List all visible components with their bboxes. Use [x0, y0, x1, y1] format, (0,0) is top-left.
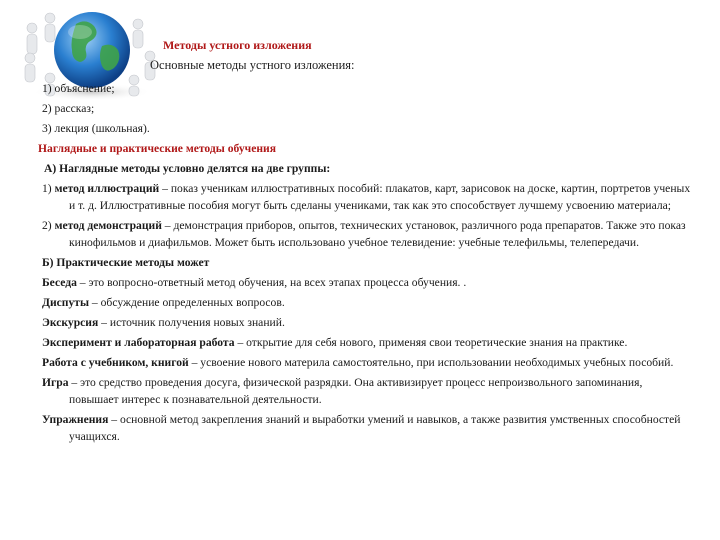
item-term: Экскурсия: [42, 316, 99, 329]
item-term: метод иллюстраций: [54, 182, 160, 195]
item-text: – источник получения новых знаний.: [98, 316, 285, 329]
practical-method-item: [42, 334, 692, 351]
item-term: метод демонстраций: [54, 219, 162, 232]
visual-method-item: [42, 217, 692, 251]
oral-method-item: 3) лекция (школьная).: [42, 122, 150, 135]
item-text: – демонстрация приборов, опытов, технических установок, различного рода препаратов. Также это показ кинофильмов и диафильмов. Может быть использовано учебное телевидение: учебные телефильмы, телепередачи.: [69, 219, 686, 249]
practical-method-item: [42, 274, 692, 291]
oral-method-item: 1) объяснение;: [42, 82, 115, 95]
slide-content: [38, 80, 692, 448]
visual-method-item: [42, 180, 692, 214]
section-heading-practical: Б) Практические методы может: [42, 256, 210, 269]
item-text: – открытие для себя нового, применяя свои теоретические знания на практике.: [234, 336, 628, 349]
practical-method-item: [42, 354, 692, 371]
item-term: Работа с учебником, книгой: [42, 356, 189, 369]
section-heading-visual-practical: Наглядные и практические методы обучения: [38, 142, 276, 155]
oral-method-item: 2) рассказ;: [42, 102, 95, 115]
item-term: Упражнения: [42, 413, 109, 426]
practical-method-item: [42, 314, 692, 331]
practical-method-item: [42, 294, 692, 311]
item-term: Игра: [42, 376, 69, 389]
practical-method-item: [42, 374, 692, 408]
group-intro: А) Наглядные методы условно делятся на две группы:: [44, 162, 331, 175]
slide-subtitle: Основные методы устного изложения:: [150, 58, 355, 72]
practical-method-item: [42, 411, 692, 445]
slide-title: Методы устного изложения: [163, 38, 312, 52]
item-text: – это средство проведения досуга, физической разрядки. Она активизирует процесс непроизвольного запоминания, повышает интерес к познавательной деятельности.: [68, 376, 643, 406]
item-number: 2): [42, 219, 52, 232]
item-number: 1): [42, 182, 52, 195]
item-text: – усвоение нового материла самостоятельно, при использовании необходимых учебных пособий.: [188, 356, 674, 369]
item-term: Беседа: [42, 276, 77, 289]
item-term: Диспуты: [42, 296, 90, 309]
item-text: – показ ученикам иллюстративных пособий: плакатов, карт, зарисовок на доске, картин, портретов ученых и т. д. Иллюстративные пособия могут быть сделаны учениками, так как это способствует лучшему усвоению материала;: [69, 182, 691, 212]
item-term: Эксперимент и лабораторная работа: [42, 336, 235, 349]
item-text: – обсуждение определенных вопросов.: [89, 296, 285, 309]
item-text: – это вопросно-ответный метод обучения, на всех этапах процесса обучения. .: [76, 276, 467, 289]
item-text: – основной метод закрепления знаний и выработки умений и навыков, а также развития умственных способностей учащихся.: [69, 413, 681, 443]
